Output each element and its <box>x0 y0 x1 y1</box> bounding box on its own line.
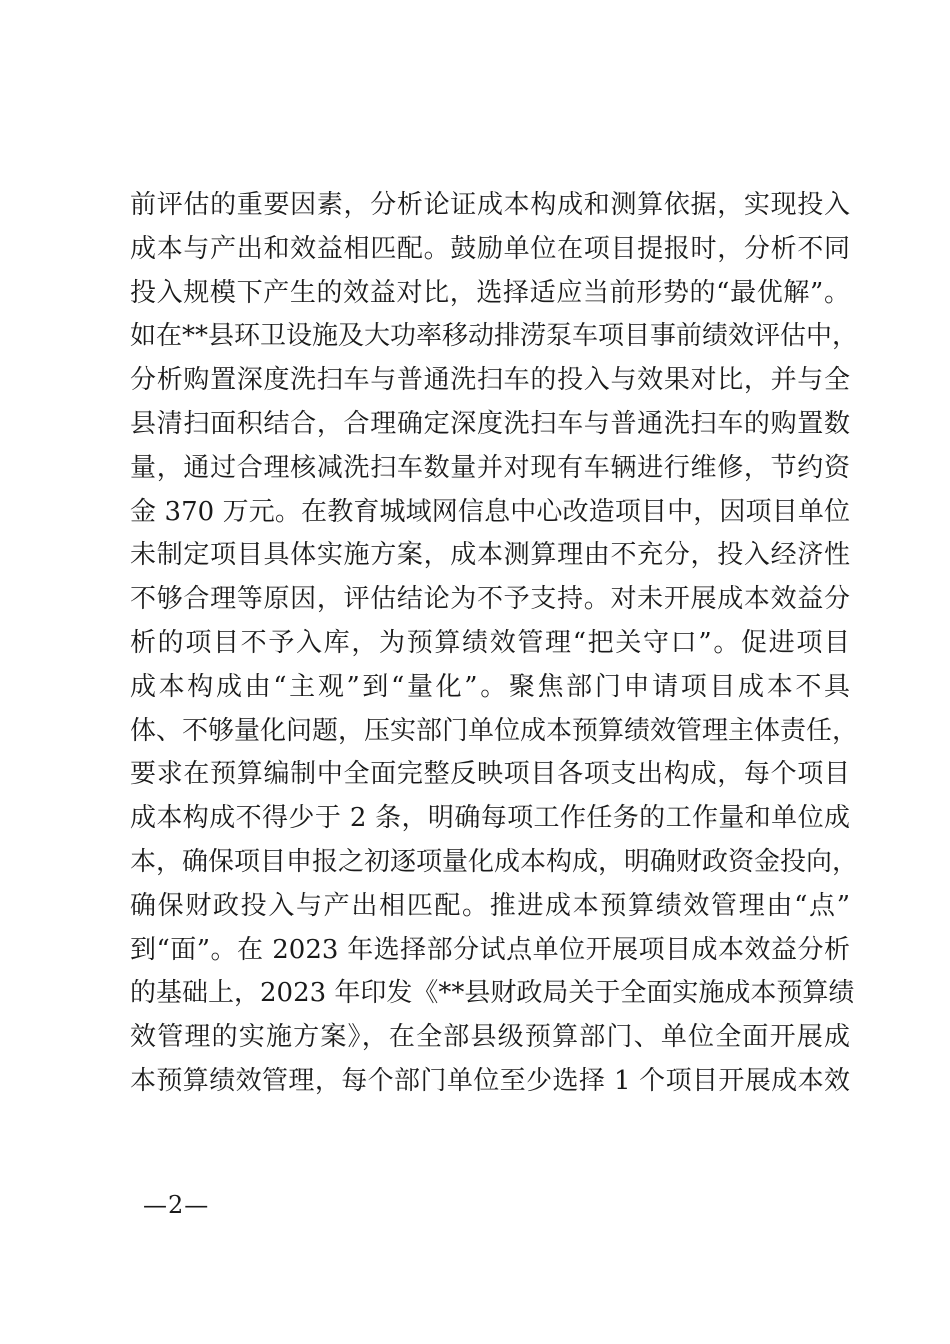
text-line: 确保财政投入与产出相匹配。推进成本预算绩效管理由“点” <box>130 890 850 921</box>
text-line: 本，确保项目申报之初逐项量化成本构成，明确财政资金投向， <box>130 846 859 877</box>
text-line: 体、不够量化问题，压实部门单位成本预算绩效管理主体责任， <box>130 715 859 746</box>
text-line: 量，通过合理核减洗扫车数量并对现有车辆进行维修，节约资 <box>130 452 850 483</box>
text-line: 效管理的实施方案》，在全部县级预算部门、单位全面开展成 <box>130 1022 850 1053</box>
text-line: 如在**县环卫设施及大功率移动排涝泵车项目事前绩效评估中， <box>130 321 859 352</box>
page-number: —2— <box>143 1191 210 1219</box>
text-line: 不够合理等原因，评估结论为不予支持。对未开展成本效益分 <box>130 584 850 615</box>
text-line: 分析购置深度洗扫车与普通洗扫车的投入与效果对比，并与全 <box>130 365 850 396</box>
body-text <box>130 184 859 1104</box>
text-line: 金 370 万元。在教育城域网信息中心改造项目中，因项目单位 <box>130 496 850 527</box>
text-line: 县清扫面积结合，合理确定深度洗扫车与普通洗扫车的购置数 <box>130 408 850 439</box>
text-line: 投入规模下产生的效益对比，选择适应当前形势的“最优解”。 <box>130 277 850 308</box>
text-line: 未制定项目具体实施方案，成本测算理由不充分，投入经济性 <box>130 540 850 571</box>
text-line: 到“面”。在 2023 年选择部分试点单位开展项目成本效益分析 <box>130 934 850 965</box>
text-line: 要求在预算编制中全面完整反映项目各项支出构成，每个项目 <box>130 759 850 790</box>
text-line: 析的项目不予入库，为预算绩效管理“把关守口”。促进项目 <box>130 627 850 658</box>
text-line: 前评估的重要因素，分析论证成本构成和测算依据，实现投入 <box>130 190 850 220</box>
text-line: 成本构成由“主观”到“量化”。聚焦部门申请项目成本不具 <box>130 671 850 702</box>
text-line: 本预算绩效管理，每个部门单位至少选择 1 个项目开展成本效 <box>130 1065 850 1096</box>
text-line: 成本与产出和效益相匹配。鼓励单位在项目提报时，分析不同 <box>130 233 850 264</box>
text-line: 的基础上，2023 年印发《**县财政局关于全面实施成本预算绩 <box>130 978 855 1009</box>
text-line: 成本构成不得少于 2 条，明确每项工作任务的工作量和单位成 <box>130 803 850 834</box>
